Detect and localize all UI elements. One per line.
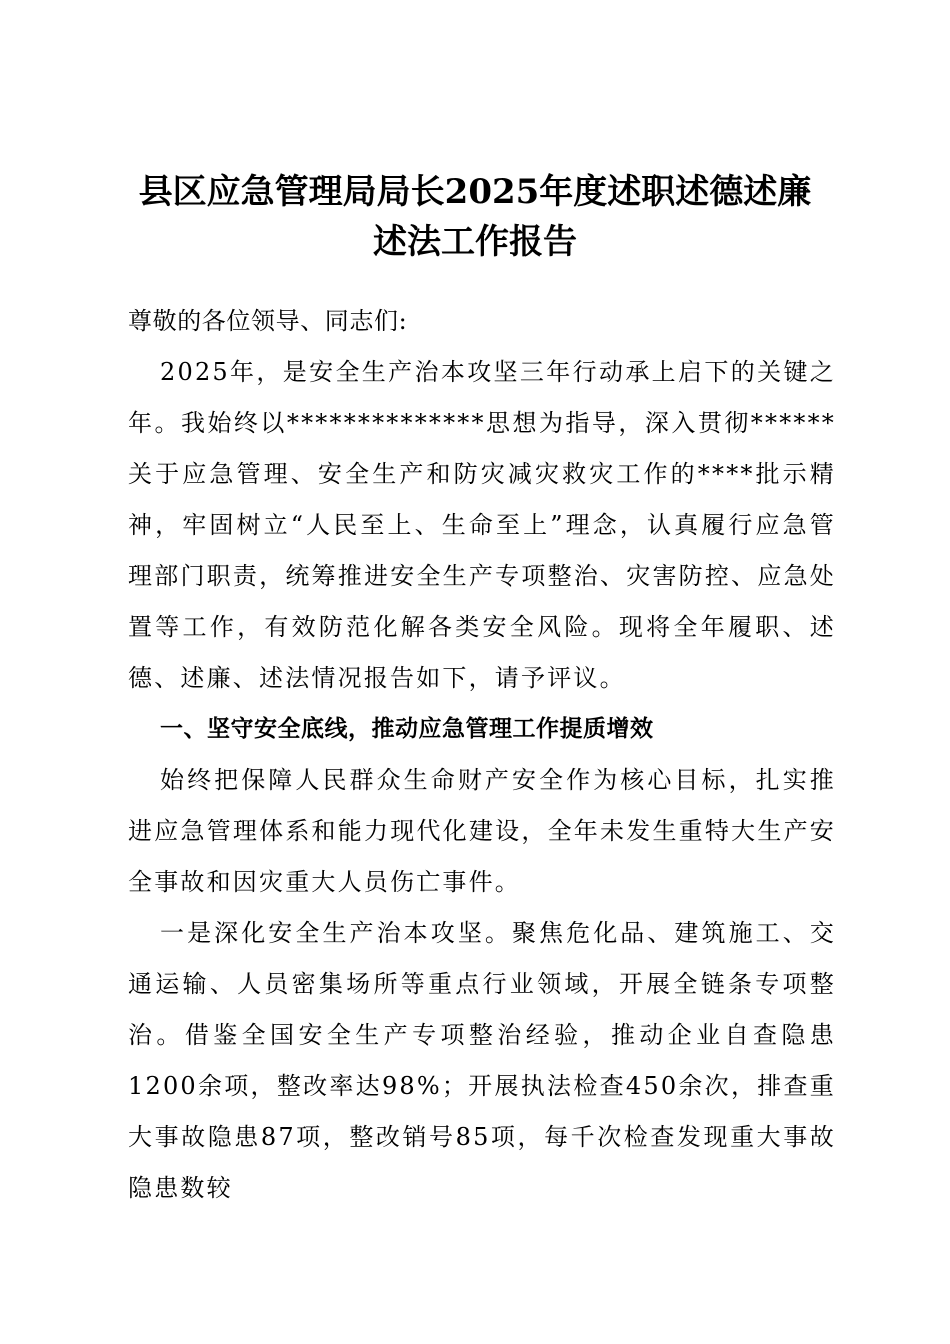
- document-title-line-1: 县区应急管理局局长2025年度述职述德述廉: [138, 172, 812, 212]
- greeting: 尊敬的各位领导、同志们:: [128, 307, 408, 335]
- section-heading: 一、坚守安全底线，推动应急管理工作提质增效: [160, 716, 654, 742]
- document-title-line-2: 述法工作报告: [373, 222, 577, 262]
- document-body: [128, 296, 836, 1214]
- intro-paragraph: 2025年，是安全生产治本攻坚三年行动承上启下的关键之年。我始终以**************思想为指导，深入贯彻******关于应急管理、安全生产和防灾减灾救灾工作的****批示精神，牢固树立“人民至上、生命至上”理念，认真履行应急管理部门职责，统筹推进安全生产专项整治、灾害防控、应急处置等工作，有效防范化解各类安全风险。现将全年履职、述德、述廉、述法情况报告如下，请予评议。: [128, 358, 836, 692]
- section-paragraph: 始终把保障人民群众生命财产安全作为核心目标，扎实推进应急管理体系和能力现代化建设，全年未发生重特大生产安全事故和因灾重大人员伤亡事件。: [128, 766, 836, 896]
- section-paragraph: 一是深化安全生产治本攻坚。聚焦危化品、建筑施工、交通运输、人员密集场所等重点行业领域，开展全链条专项整治。借鉴全国安全生产专项整治经验，推动企业自查隐患1200余项，整改率达98%；开展执法检查450余次，排查重大事故隐患87项，整改销号85项，每千次检查发现重大事故隐患数较: [128, 919, 836, 1202]
